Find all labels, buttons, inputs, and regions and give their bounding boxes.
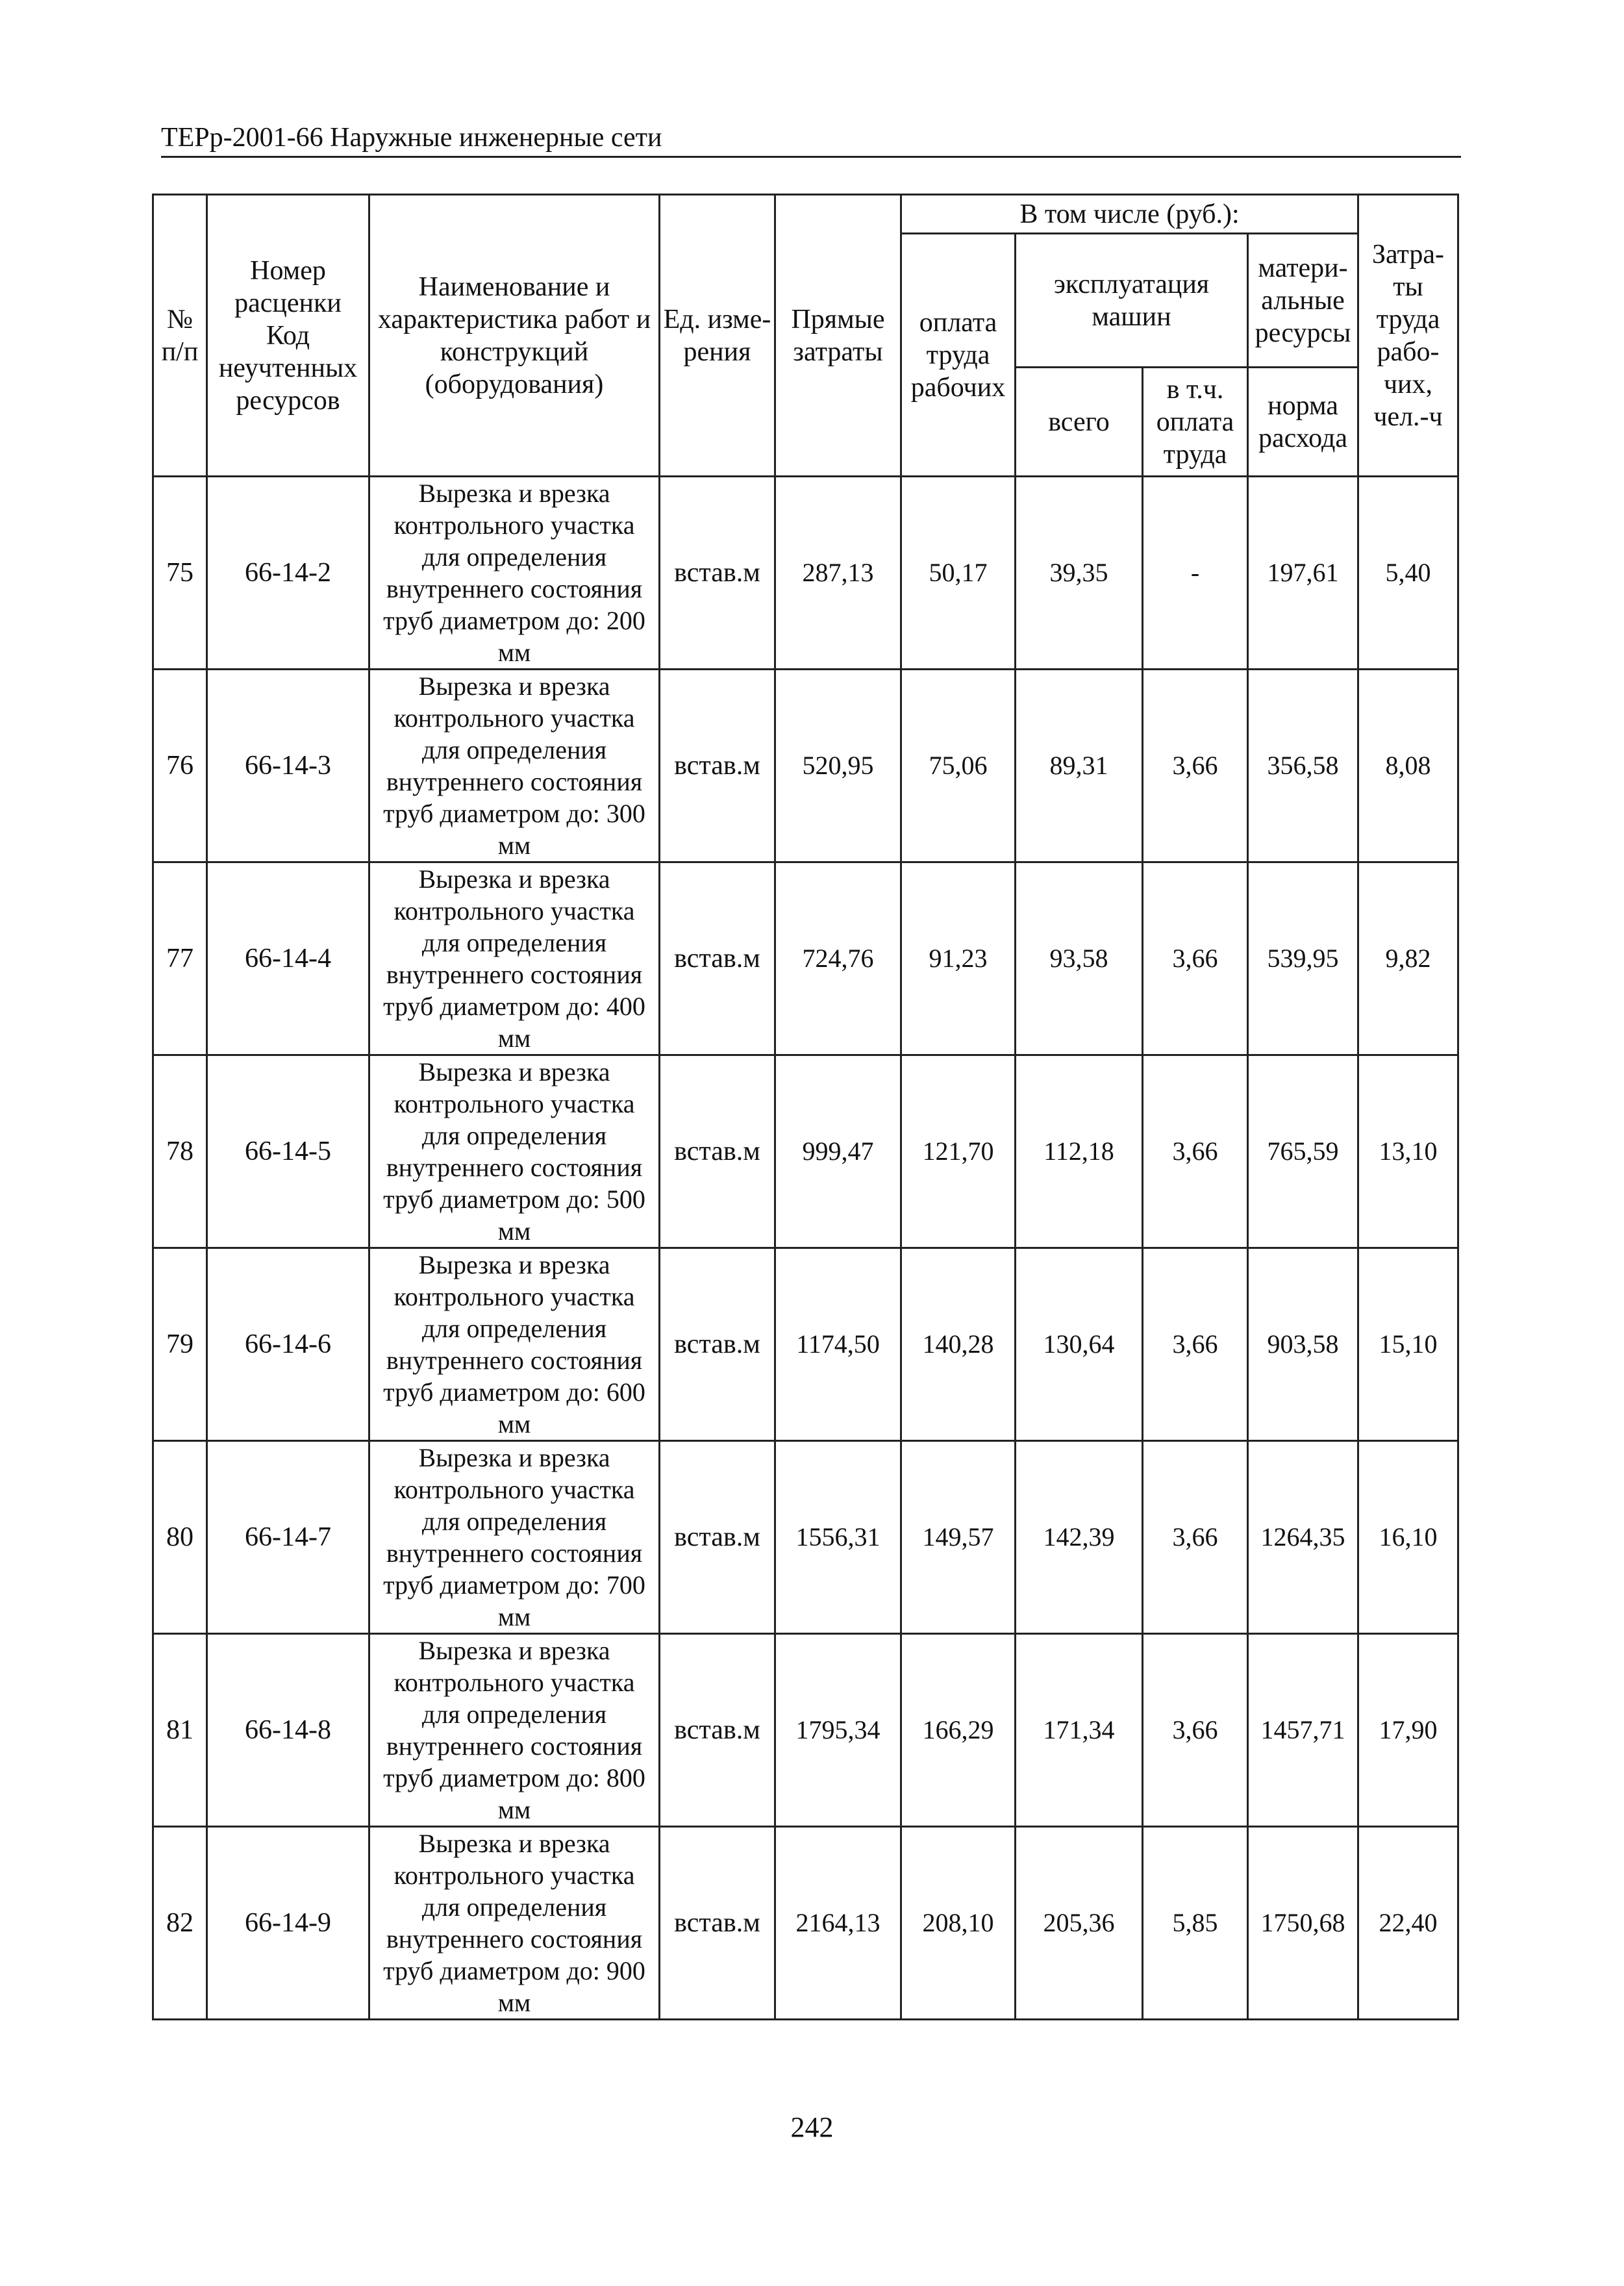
cell-machines-labor-pay: 3,66 xyxy=(1143,1055,1248,1248)
col-header-direct-costs: Прямые затраты xyxy=(775,195,901,477)
cell-rate-code: 66-14-7 xyxy=(207,1441,369,1634)
cell-labor-pay: 121,70 xyxy=(901,1055,1016,1248)
cell-row-number: 75 xyxy=(153,477,207,670)
cell-row-number: 77 xyxy=(153,862,207,1055)
col-header-num: № п/п xyxy=(153,195,207,477)
cell-unit: встав.м xyxy=(660,862,775,1055)
col-header-machines-total: всего xyxy=(1016,368,1143,477)
cell-direct-costs: 2164,13 xyxy=(775,1827,901,2020)
table-row xyxy=(153,670,1458,862)
cell-work-description: Вырезка и врезка контрольного участка для определения внутреннего состояния труб диаметром до: 600 мм xyxy=(369,1248,660,1441)
table-row xyxy=(153,1827,1458,2020)
cell-work-description: Вырезка и врезка контрольного участка для определения внутреннего состояния труб диаметром до: 300 мм xyxy=(369,670,660,862)
col-header-machines-labor: в т.ч. оплата труда xyxy=(1143,368,1248,477)
cell-rate-code: 66-14-6 xyxy=(207,1248,369,1441)
cell-machines-labor-pay: 3,66 xyxy=(1143,1441,1248,1634)
cell-labor-hours: 16,10 xyxy=(1358,1441,1458,1634)
col-header-including: В том числе (руб.): xyxy=(901,195,1358,234)
cell-unit: встав.м xyxy=(660,670,775,862)
cell-machines-total: 93,58 xyxy=(1016,862,1143,1055)
cell-rate-code: 66-14-2 xyxy=(207,477,369,670)
cell-rate-code: 66-14-5 xyxy=(207,1055,369,1248)
cell-machines-total: 89,31 xyxy=(1016,670,1143,862)
cell-work-description: Вырезка и врезка контрольного участка для определения внутреннего состояния труб диаметром до: 900 мм xyxy=(369,1827,660,2020)
cell-materials-norm: 903,58 xyxy=(1248,1248,1358,1441)
cell-row-number: 80 xyxy=(153,1441,207,1634)
cell-direct-costs: 1174,50 xyxy=(775,1248,901,1441)
cell-direct-costs: 1795,34 xyxy=(775,1634,901,1827)
col-header-unit: Ед. изме-рения xyxy=(660,195,775,477)
cell-machines-labor-pay: - xyxy=(1143,477,1248,670)
col-header-materials: матери-альные ресурсы xyxy=(1248,234,1358,368)
cell-work-description: Вырезка и врезка контрольного участка для определения внутреннего состояния труб диаметром до: 700 мм xyxy=(369,1441,660,1634)
cell-machines-labor-pay: 3,66 xyxy=(1143,1634,1248,1827)
col-header-norm: норма расхода xyxy=(1248,368,1358,477)
cell-materials-norm: 356,58 xyxy=(1248,670,1358,862)
cell-work-description: Вырезка и врезка контрольного участка для определения внутреннего состояния труб диаметром до: 200 мм xyxy=(369,477,660,670)
cell-rate-code: 66-14-4 xyxy=(207,862,369,1055)
cell-machines-labor-pay: 5,85 xyxy=(1143,1827,1248,2020)
cell-materials-norm: 1264,35 xyxy=(1248,1441,1358,1634)
cell-labor-pay: 75,06 xyxy=(901,670,1016,862)
table-row xyxy=(153,1055,1458,1248)
table-row xyxy=(153,862,1458,1055)
cell-direct-costs: 1556,31 xyxy=(775,1441,901,1634)
cell-rate-code: 66-14-8 xyxy=(207,1634,369,1827)
table-body xyxy=(153,477,1458,2020)
page-header: ТЕРр-2001-66 Наружные инженерные сети xyxy=(161,119,1461,158)
cell-direct-costs: 520,95 xyxy=(775,670,901,862)
cell-rate-code: 66-14-9 xyxy=(207,1827,369,2020)
cell-labor-pay: 50,17 xyxy=(901,477,1016,670)
cell-machines-total: 130,64 xyxy=(1016,1248,1143,1441)
col-header-labor-hours: Затра-ты труда рабо-чих, чел.-ч xyxy=(1358,195,1458,477)
cell-direct-costs: 287,13 xyxy=(775,477,901,670)
cell-row-number: 78 xyxy=(153,1055,207,1248)
cell-machines-total: 171,34 xyxy=(1016,1634,1143,1827)
cell-row-number: 82 xyxy=(153,1827,207,2020)
cell-work-description: Вырезка и врезка контрольного участка для определения внутреннего состояния труб диаметром до: 500 мм xyxy=(369,1055,660,1248)
cell-machines-labor-pay: 3,66 xyxy=(1143,1248,1248,1441)
col-header-labor-pay: оплата труда рабочих xyxy=(901,234,1016,477)
cell-labor-hours: 9,82 xyxy=(1358,862,1458,1055)
cell-rate-code: 66-14-3 xyxy=(207,670,369,862)
cell-materials-norm: 197,61 xyxy=(1248,477,1358,670)
cell-machines-labor-pay: 3,66 xyxy=(1143,670,1248,862)
cell-direct-costs: 999,47 xyxy=(775,1055,901,1248)
cell-machines-total: 39,35 xyxy=(1016,477,1143,670)
cell-row-number: 76 xyxy=(153,670,207,862)
cell-labor-hours: 22,40 xyxy=(1358,1827,1458,2020)
cell-materials-norm: 539,95 xyxy=(1248,862,1358,1055)
cell-labor-pay: 149,57 xyxy=(901,1441,1016,1634)
cell-labor-hours: 17,90 xyxy=(1358,1634,1458,1827)
cell-unit: встав.м xyxy=(660,477,775,670)
cell-labor-hours: 13,10 xyxy=(1358,1055,1458,1248)
cell-machines-total: 142,39 xyxy=(1016,1441,1143,1634)
cell-unit: встав.м xyxy=(660,1441,775,1634)
cell-machines-total: 205,36 xyxy=(1016,1827,1143,2020)
table-row xyxy=(153,1441,1458,1634)
cell-labor-pay: 140,28 xyxy=(901,1248,1016,1441)
cell-labor-pay: 91,23 xyxy=(901,862,1016,1055)
cell-machines-labor-pay: 3,66 xyxy=(1143,862,1248,1055)
table-row xyxy=(153,1634,1458,1827)
cell-work-description: Вырезка и врезка контрольного участка для определения внутреннего состояния труб диаметром до: 800 мм xyxy=(369,1634,660,1827)
cell-unit: встав.м xyxy=(660,1055,775,1248)
cell-materials-norm: 765,59 xyxy=(1248,1055,1358,1248)
cell-labor-pay: 166,29 xyxy=(901,1634,1016,1827)
col-header-machines: эксплуатация машин xyxy=(1016,234,1248,368)
cell-row-number: 81 xyxy=(153,1634,207,1827)
cell-materials-norm: 1750,68 xyxy=(1248,1827,1358,2020)
cell-machines-total: 112,18 xyxy=(1016,1055,1143,1248)
cell-unit: встав.м xyxy=(660,1248,775,1441)
table-row xyxy=(153,1248,1458,1441)
col-header-name: Наименование и характеристика работ и конструкций (оборудования) xyxy=(369,195,660,477)
cell-labor-hours: 5,40 xyxy=(1358,477,1458,670)
cell-materials-norm: 1457,71 xyxy=(1248,1634,1358,1827)
cell-direct-costs: 724,76 xyxy=(775,862,901,1055)
col-header-code: Номер расценки Код неучтенных ресурсов xyxy=(207,195,369,477)
page-number: 242 xyxy=(790,2111,834,2143)
cell-unit: встав.м xyxy=(660,1634,775,1827)
cell-work-description: Вырезка и врезка контрольного участка для определения внутреннего состояния труб диаметром до: 400 мм xyxy=(369,862,660,1055)
cell-labor-hours: 8,08 xyxy=(1358,670,1458,862)
cell-unit: встав.м xyxy=(660,1827,775,2020)
cell-labor-pay: 208,10 xyxy=(901,1827,1016,2020)
cell-labor-hours: 15,10 xyxy=(1358,1248,1458,1441)
cell-row-number: 79 xyxy=(153,1248,207,1441)
table-row xyxy=(153,477,1458,670)
rates-table xyxy=(152,194,1459,2020)
